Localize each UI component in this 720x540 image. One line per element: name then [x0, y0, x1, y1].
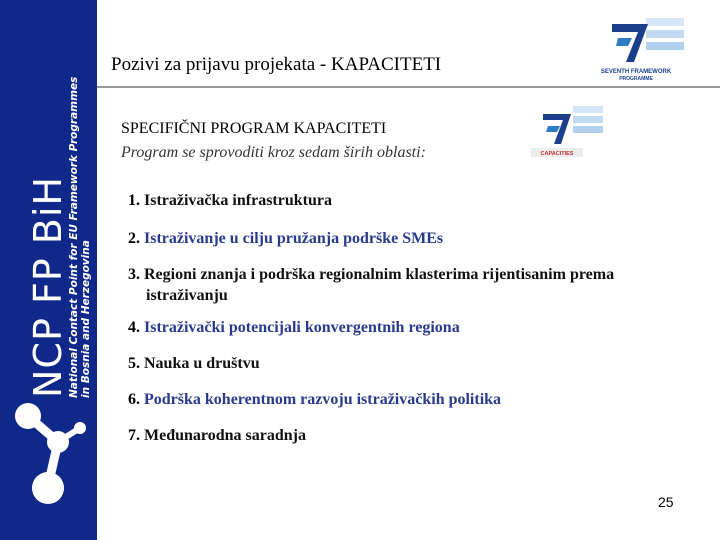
- fp7-logo: [588, 14, 688, 86]
- program-intro: Program se sprovoditi kroz sedam širih oblasti:: [121, 144, 426, 161]
- list-item: 4. Istraživački potencijali konvergentnih regiona: [128, 319, 460, 336]
- sidebar-brand: NCP FP BiH: [26, 175, 70, 398]
- list-item: 7. Međunarodna saradnja: [128, 427, 306, 444]
- molecule-icon: [10, 398, 90, 508]
- fp7-logo-line1: SEVENTH FRAMEWORK: [600, 69, 672, 75]
- sidebar-branding: [26, 0, 92, 398]
- list-item: 3. Regioni znanja i podrška regionalnim klasterima rijentisanim prema istraživanju: [128, 266, 615, 304]
- list-item: 1. Istraživačka infrastruktura: [128, 192, 332, 209]
- sidebar: [0, 0, 97, 540]
- capacities-logo: [523, 104, 607, 160]
- page-title: Pozivi za prijavu projekata - KAPACITETI: [111, 54, 442, 75]
- page-number: 25: [658, 494, 674, 510]
- fp7-logo-line2: PROGRAMME: [619, 76, 653, 82]
- capacities-label: CAPACITIES: [540, 151, 574, 157]
- sidebar-subtitle-line1: National Contact Point for EU Framework Programmes: [68, 76, 80, 398]
- program-heading: SPECIFIČNI PROGRAM KAPACITETI: [121, 120, 387, 137]
- title-divider: [97, 86, 720, 88]
- sidebar-subtitle-line2: in Bosnia and Herzegovina: [80, 240, 92, 398]
- list-item: 2. Istraživanje u cilju pružanja podrške SMEs: [128, 230, 444, 247]
- list-item: 6. Podrška koherentnom razvoju istraživačkih politika: [128, 391, 502, 408]
- list-item: 5. Nauka u društvu: [128, 355, 260, 372]
